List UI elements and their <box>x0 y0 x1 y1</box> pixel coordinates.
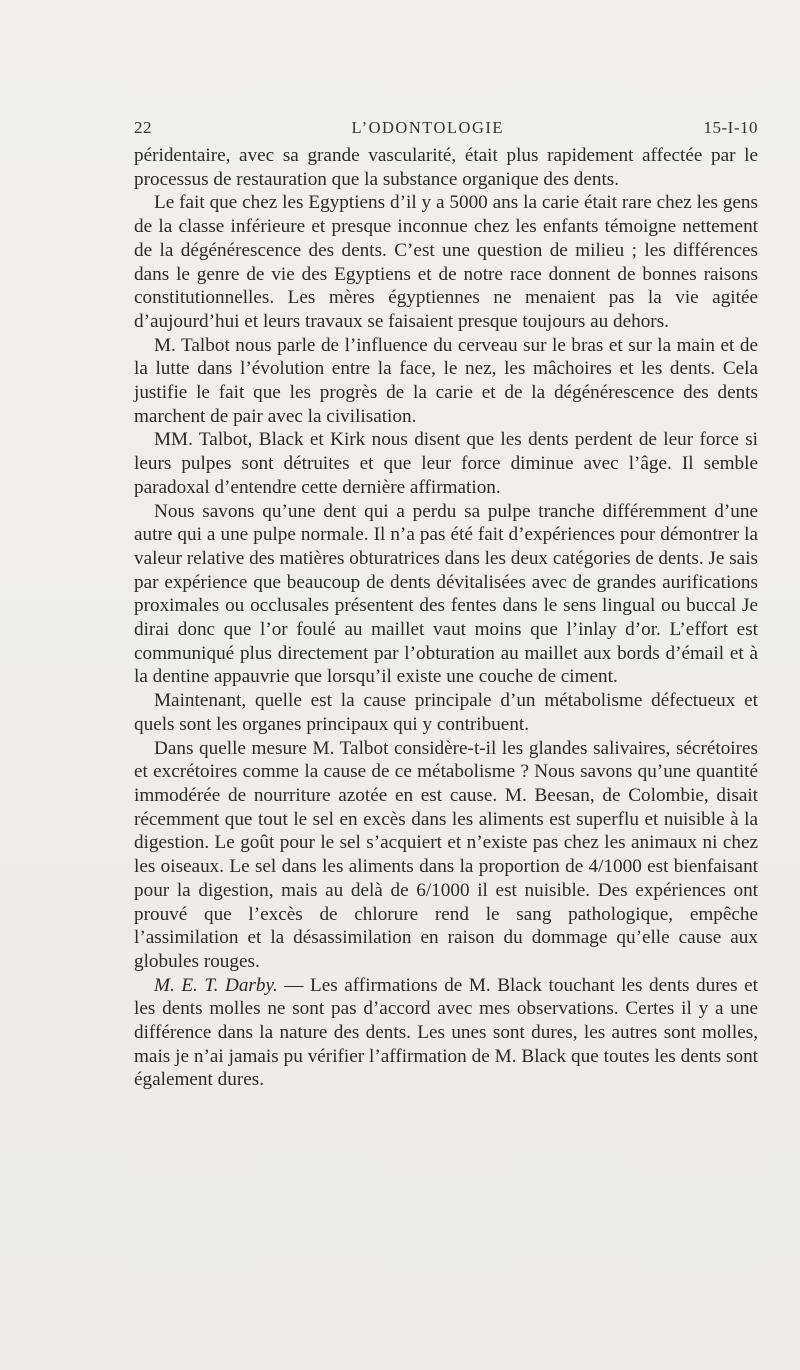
paragraph-darby <box>134 974 758 1093</box>
journal-title: L’ODONTOLOGIE <box>351 118 504 137</box>
paragraph: Dans quelle mesure M. Talbot considère-t-il les glandes salivaires, sécrétoires et excrétoires comme la cause de ce métabolisme ? Nous savons qu’une quantité immodérée de nourriture azotée en est cause. M. Beesan, de Colombie, disait récemment que tout le sel en excès dans les aliments est superflu et nuisible à la digestion. Le goût pour le sel s’acquiert et n’existe pas chez les animaux ni chez les oiseaux. Le sel dans les aliments dans la proportion de 4/1000 est bienfaisant pour la digestion, mais au delà de 6/1000 il est nuisible. Des expériences ont prouvé que l’excès de chlorure rend le sang pathologique, empêche l’assimilation et la désassimilation en raison du dommage qu’elle cause aux globules rouges. <box>134 737 758 972</box>
speaker-name: M. E. T. Darby. <box>154 974 278 996</box>
paragraph: MM. Talbot, Black et Kirk nous disent que les dents perdent de leur force si leurs pulpes sont détruites et que leur force diminue avec l’âge. Il semble paradoxal d’entendre cette dernière affirmation. <box>134 429 758 498</box>
paragraph: Le fait que chez les Egyptiens d’il y a 5000 ans la carie était rare chez les gens de la classe inférieure et presque inconnue chez les enfants témoigne nettement de la dégénérescence des dents. C’est une question de milieu ; les différences dans le genre de vie des Egyptiens et de notre race donnent de bonnes raisons constitutionnelles. Les mères égyptiennes ne menaient pas la vie agitée d’aujourd’hui et leurs travaux se faisaient presque toujours au dehors. <box>134 192 758 332</box>
paragraph: Nous savons qu’une dent qui a perdu sa pulpe tranche différemment d’une autre qui a une pulpe normale. Il n’a pas été fait d’expériences pour démontrer la valeur relative des matières obturatrices dans les deux catégories de dents. Je sais par expérience que beaucoup de dents dévitalisées avec de grandes aurifications proximales ou occlusales présentent des fentes dans le sens lingual ou buccal Je dirai donc que l’or foulé au maillet vaut moins que l’inlay d’or. L’effort est communiqué plus directement par l’obturation au maillet aux bords d’émail et à la dentine appauvrie que lorsqu’il existe une couche de ciment. <box>134 500 758 688</box>
paragraph-text: — Les affirmations de M. Black touchant les dents dures et les dents molles ne sont pas d’accord avec mes observations. Certes il y a une différence dans la nature des dents. Les unes sont dures, les autres sont molles, mais je n’ai jamais pu vérifier l’affirmation de M. Black que toutes les dents sont également dures. <box>134 974 758 1091</box>
page-number: 22 <box>134 118 152 137</box>
paragraph: péridentaire, avec sa grande vascularité, était plus rapidement affectée par le processus de restauration que la substance organique des dents. <box>134 145 758 190</box>
running-header <box>134 118 758 138</box>
issue-date: 15-I-10 <box>703 118 758 137</box>
paragraph: Maintenant, quelle est la cause principale d’un métabolisme défectueux et quels sont les organes principaux qui y contribuent. <box>134 690 758 735</box>
article-body <box>134 144 758 1092</box>
paragraph: M. Talbot nous parle de l’influence du cerveau sur le bras et sur la main et de la lutte dans l’évolution entre la face, le nez, les mâchoires et les dents. Cela justifie le fait que les progrès de la carie et de la dégénérescence des dents marchent de pair avec la civilisation. <box>134 334 758 427</box>
